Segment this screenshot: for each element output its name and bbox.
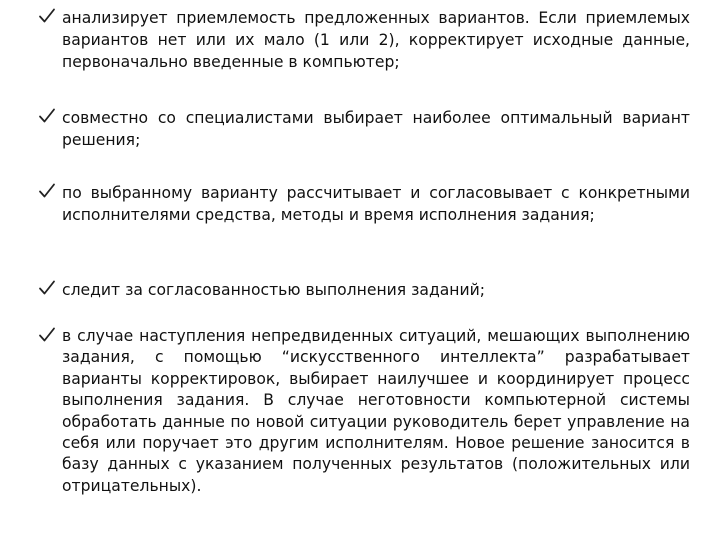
bullet-text-5: в случае наступления непредвиденных ситуаций, мешающих выполнению задания, с помощью “искусственного интеллекта” разрабатывает варианты корректировок, выбирает наилучшее и координирует процесс выполнения задания. В случае неготовности компьютерной системы обработать данные по новой ситуации руководитель берет управление на себя или поручает это другим исполнителям. Новое решение заносится в базу данных с указанием полученных результатов (положительных или отрицательных).: [62, 327, 690, 495]
checkmark-icon: [38, 326, 56, 344]
bullet-item-4: [38, 279, 690, 301]
checkmark-icon: [38, 279, 56, 297]
bullet-item-2: [38, 107, 690, 151]
bullet-text-4: следит за согласованностью выполнения заданий;: [62, 281, 486, 299]
checkmark-icon: [38, 107, 56, 125]
bullet-item-1: [38, 7, 690, 73]
checkmark-icon: [38, 7, 56, 25]
bullet-item-3: [38, 182, 690, 226]
bullet-text-3: по выбранному варианту рассчитывает и согласовывает с конкретными исполнителями средства, методы и время исполнения задания;: [62, 184, 690, 224]
bullet-text-1: анализирует приемлемость предложенных вариантов. Если приемлемых вариантов нет или их мало (1 или 2), корректирует исходные данные, первоначально введенные в компьютер;: [62, 9, 690, 71]
bullet-text-2: совместно со специалистами выбирает наиболее оптимальный вариант решения;: [62, 109, 690, 149]
bullet-item-5: [38, 326, 690, 497]
checkmark-icon: [38, 182, 56, 200]
